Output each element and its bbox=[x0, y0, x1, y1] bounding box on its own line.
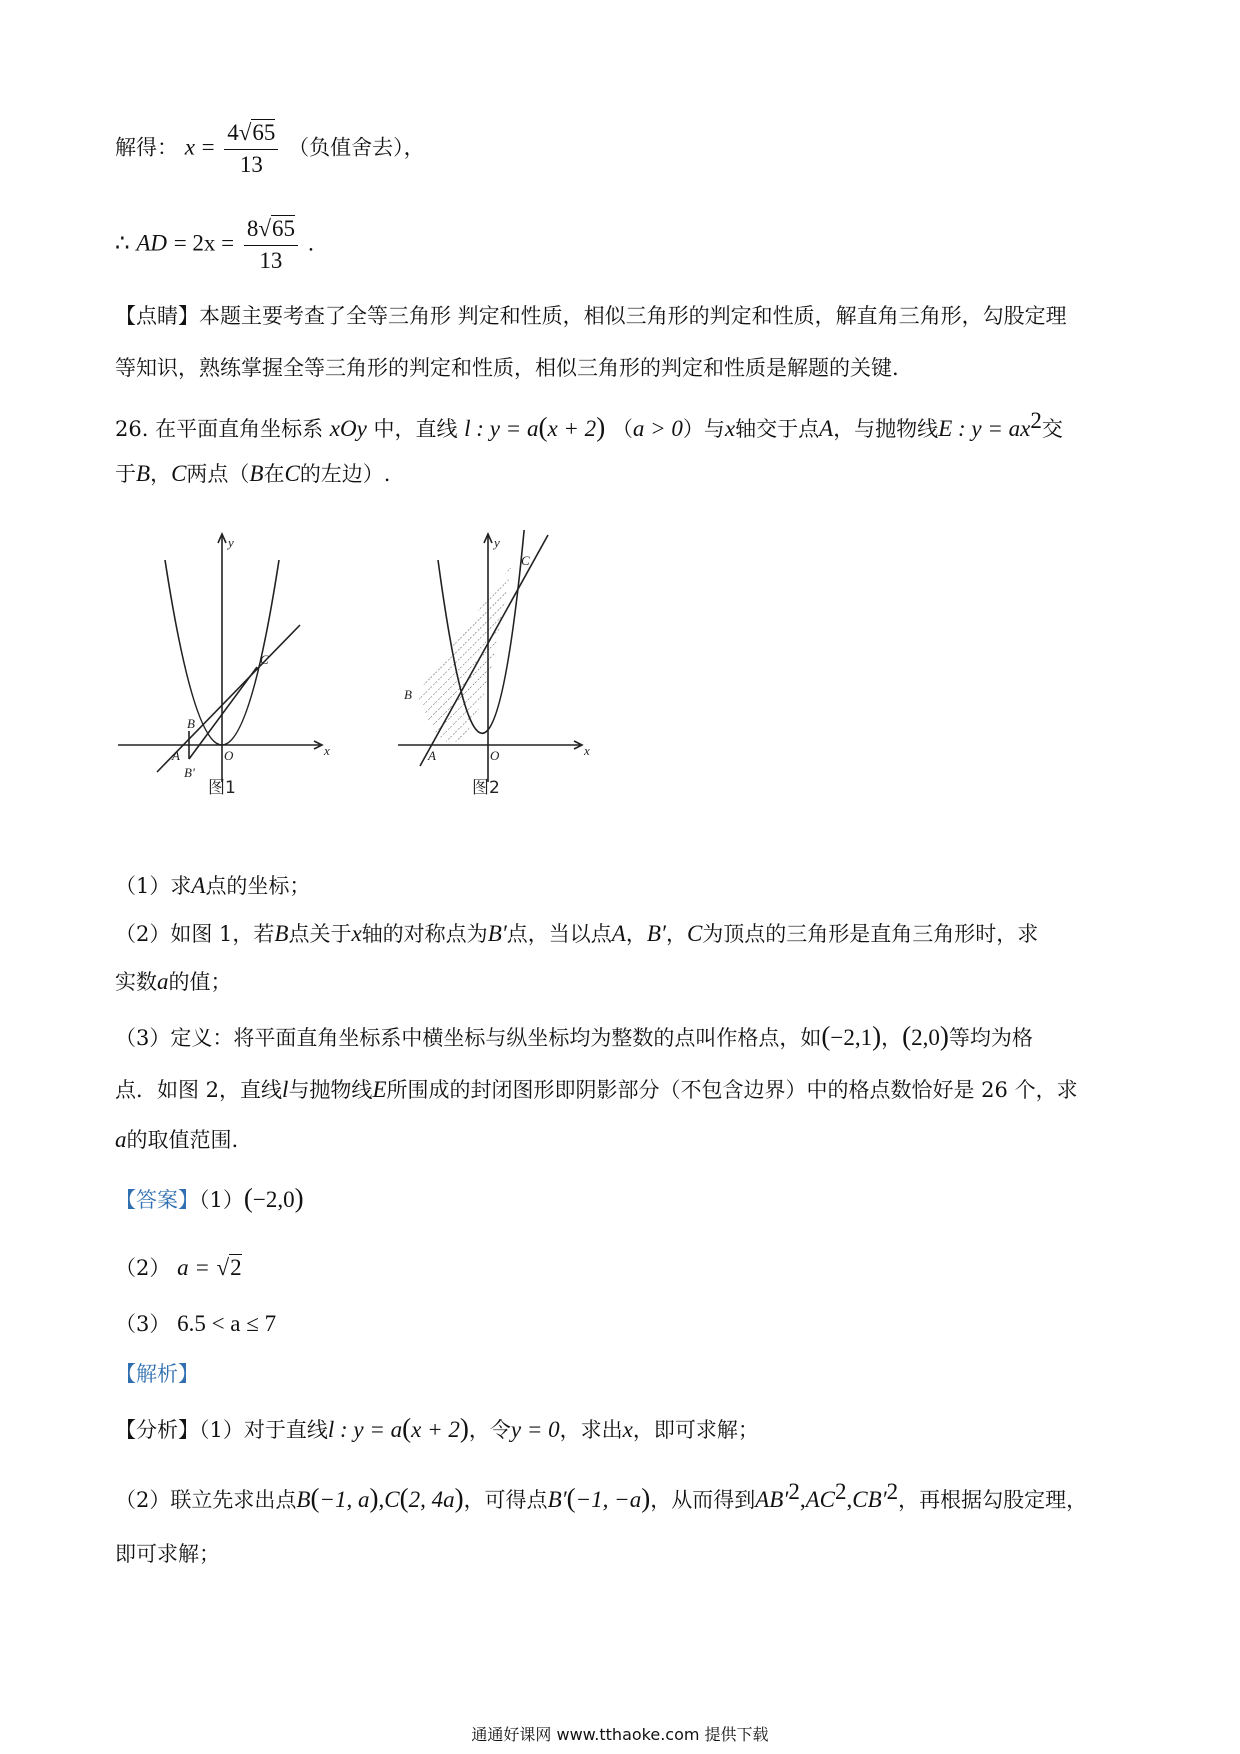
fenxi-text: （1）对于直线 bbox=[199, 1418, 328, 1442]
sub3-line-2 bbox=[115, 1076, 1078, 1104]
ad-den: 13 bbox=[259, 248, 283, 273]
q26-text: 轴交于点 bbox=[735, 417, 820, 441]
solve-radicand: 65 bbox=[252, 120, 276, 145]
paren-close: ) bbox=[872, 1021, 882, 1051]
q26-line-eq: l : y = a bbox=[464, 416, 539, 441]
q26-text: 交 bbox=[1041, 417, 1063, 441]
answer-3: 6.5 < a ≤ 7 bbox=[177, 1311, 277, 1336]
step2-b-coords: −1, a bbox=[319, 1487, 370, 1512]
solve-den: 13 bbox=[239, 152, 263, 177]
paren-open: ( bbox=[902, 1021, 912, 1051]
q26-text: 在 bbox=[263, 462, 285, 486]
q26-exponent: 2 bbox=[1030, 408, 1042, 433]
sub3-text: （3）定义：将平面直角坐标系中横坐标与纵坐标均为整数的点叫作格点，如 bbox=[115, 1026, 822, 1050]
fig2-c-label: C bbox=[521, 553, 530, 568]
step2-comma: , bbox=[378, 1487, 385, 1512]
paren-open: ( bbox=[566, 1483, 576, 1513]
dianjing-line-1 bbox=[115, 302, 1067, 330]
fig1-bprime-label: B' bbox=[184, 765, 195, 780]
sub3-text: 所围成的封闭图形即阴影部分（不包含边界）中的格点数恰好是 26 个，求 bbox=[386, 1078, 1078, 1102]
fig1-o-label: O bbox=[224, 748, 234, 763]
fig2-o-label: O bbox=[490, 748, 500, 763]
step2-point-b: B bbox=[296, 1487, 311, 1512]
fenxi-y0: y = 0 bbox=[510, 1417, 560, 1442]
sub1-line bbox=[115, 872, 310, 900]
paren-close: ) bbox=[459, 1413, 469, 1443]
fenxi-eq: l : y = a bbox=[327, 1417, 403, 1442]
sub2-text: 实数 bbox=[115, 970, 157, 994]
fenxi-text: ，求出 bbox=[559, 1418, 623, 1442]
sub2-text: 点关于 bbox=[288, 922, 352, 946]
q26-line-2 bbox=[115, 460, 391, 488]
sub3-line-l: l bbox=[282, 1077, 289, 1102]
q26-line-1 bbox=[115, 407, 1063, 443]
sub3-point-1: −2,1 bbox=[830, 1025, 873, 1050]
sub2-point-bprime: B′ bbox=[487, 921, 507, 946]
fig1-b-label: B bbox=[187, 716, 195, 731]
q26-point-c: C bbox=[171, 461, 187, 486]
fig2-shaded-region bbox=[417, 566, 511, 742]
fenxi-arg: x + 2 bbox=[411, 1417, 460, 1442]
sub2-line-2 bbox=[115, 968, 232, 996]
analysis-label: 【解析】 bbox=[115, 1362, 199, 1386]
q26-text: ， bbox=[150, 462, 172, 486]
fig1-c-label: C bbox=[260, 652, 269, 667]
page-footer: 通通好课网 www.tthaoke.com 提供下载 bbox=[471, 1725, 769, 1744]
step2-text: （2）联立先求出点 bbox=[115, 1488, 297, 1512]
sub3-a: a bbox=[115, 1127, 127, 1152]
fenxi-text: ，令 bbox=[468, 1418, 511, 1442]
sqrt-icon: √ bbox=[258, 216, 271, 241]
fig2-caption: 图2 bbox=[472, 778, 500, 798]
paren-open: ( bbox=[538, 412, 548, 442]
paren-open: ( bbox=[821, 1021, 831, 1051]
solve-num-coef: 4 bbox=[227, 120, 239, 145]
sub3-line-3 bbox=[115, 1126, 238, 1154]
step2-c-coords: 2, 4a bbox=[408, 1487, 455, 1512]
step2-exp: 2 bbox=[886, 1479, 899, 1504]
ad-line bbox=[115, 214, 314, 276]
q26-parabola-eq: E : y = ax bbox=[938, 416, 1031, 441]
sub2-text: 轴的对称点为 bbox=[361, 922, 488, 946]
sqrt-icon: √ bbox=[216, 1255, 230, 1280]
paren-open: ( bbox=[399, 1483, 409, 1513]
figure-1 bbox=[110, 530, 340, 800]
figure-2 bbox=[390, 530, 590, 800]
answer-1: −2,0 bbox=[252, 1187, 295, 1212]
ad-lhs: AD bbox=[136, 230, 167, 256]
ad-radicand: 65 bbox=[271, 216, 295, 241]
fig1-y-label: y bbox=[228, 535, 234, 550]
paren-close: ) bbox=[641, 1483, 651, 1513]
q26-point-c: C bbox=[284, 461, 300, 486]
answer-prefix: （1） bbox=[199, 1188, 244, 1212]
step2-cb-prime: CB′ bbox=[852, 1487, 887, 1512]
q26-text: 的左边）. bbox=[299, 462, 391, 486]
fenxi-text: ，即可求解； bbox=[632, 1418, 759, 1442]
step2-ab-prime: AB′ bbox=[755, 1487, 789, 1512]
step2-exp: 2 bbox=[788, 1479, 800, 1504]
sub1-point-a: A bbox=[191, 873, 206, 898]
q26-text: 于 bbox=[115, 462, 136, 486]
fig2-a-label: A bbox=[428, 748, 436, 763]
answer-line-3 bbox=[115, 1310, 276, 1338]
ad-fraction bbox=[244, 214, 298, 276]
answer-2-radicand: 2 bbox=[230, 1255, 242, 1280]
solve-var: x bbox=[184, 134, 195, 160]
sub2-text: 点，当以点 bbox=[506, 922, 612, 946]
solve-prefix: 解得： bbox=[115, 135, 178, 160]
ad-mid: = 2x = bbox=[173, 230, 235, 256]
sub3-line-1 bbox=[115, 1022, 1033, 1052]
sub2-text: （2）如图 1，若 bbox=[115, 922, 275, 946]
answer-label: 【答案】 bbox=[115, 1188, 199, 1212]
answer-line-2 bbox=[115, 1254, 242, 1282]
sub3-text: ， bbox=[881, 1026, 903, 1050]
paren-open: ( bbox=[402, 1413, 412, 1443]
step2-text: ，从而得到 bbox=[650, 1488, 756, 1512]
q26-a-positive: a > 0 bbox=[632, 416, 683, 441]
fig1-x-label: x bbox=[324, 743, 330, 758]
ad-suffix: . bbox=[307, 231, 315, 256]
q26-xoy: xOy bbox=[329, 416, 367, 441]
dianjing-text-1: 本题主要考查了全等三角形 判定和性质，相似三角形的判定和性质，解直角三角形，勾股定理 bbox=[199, 304, 1067, 328]
paren-open: ( bbox=[310, 1483, 320, 1513]
q26-point-b: B bbox=[136, 461, 151, 486]
paren-close: ) bbox=[294, 1183, 304, 1213]
dianjing-label: 【点睛】 bbox=[115, 304, 199, 328]
paren-close: ) bbox=[596, 412, 606, 442]
step2-comma: , bbox=[799, 1487, 806, 1512]
step2-line-1 bbox=[115, 1478, 1087, 1514]
step2-exp: 2 bbox=[834, 1479, 847, 1504]
step2-ac: AC bbox=[805, 1487, 835, 1512]
sub3-point-2: 2,0 bbox=[911, 1025, 940, 1050]
step2-point-bprime: B′ bbox=[547, 1487, 567, 1512]
dianjing-text-2: 等知识，熟练掌握全等三角形的判定和性质，相似三角形的判定和性质是解题的关键. bbox=[115, 356, 899, 380]
solve-eq: = bbox=[201, 134, 215, 160]
q26-line-arg: x + 2 bbox=[547, 416, 597, 441]
therefore-symbol: ∴ bbox=[115, 230, 130, 256]
q26-point-b: B bbox=[249, 461, 264, 486]
answer-prefix: （2） bbox=[115, 1256, 171, 1280]
q26-text: 中，直线 bbox=[373, 417, 458, 441]
fig2-b-label: B bbox=[404, 687, 412, 702]
q26-text: 26. 在平面直角坐标系 bbox=[115, 417, 324, 441]
answer-line-1 bbox=[115, 1184, 304, 1214]
fig1-a-label: A bbox=[172, 748, 180, 763]
sub2-a: a bbox=[157, 969, 169, 994]
step2-bprime-coords: −1, −a bbox=[575, 1487, 642, 1512]
step2-point-c: C bbox=[384, 1487, 400, 1512]
ad-num-coef: 8 bbox=[246, 216, 259, 241]
sub2-point-a: A bbox=[611, 921, 626, 946]
sub2-x: x bbox=[351, 921, 362, 946]
sub2-point-b: B bbox=[274, 921, 289, 946]
sub2-text: 的值； bbox=[168, 970, 232, 994]
sub2-text: 为顶点的三角形是直角三角形时，求 bbox=[702, 922, 1039, 946]
step2-text: 即可求解； bbox=[115, 1542, 220, 1566]
fig1-caption: 图1 bbox=[208, 778, 236, 798]
step2-comma: , bbox=[846, 1487, 853, 1512]
dianjing-line-2 bbox=[115, 354, 899, 382]
sub1-text: （1）求 bbox=[115, 874, 192, 898]
sqrt-icon: √ bbox=[238, 120, 252, 145]
paren-close: ) bbox=[939, 1021, 949, 1051]
paren-open: ( bbox=[243, 1183, 253, 1213]
sub1-text: 点的坐标； bbox=[205, 874, 311, 898]
q26-text: ）与 bbox=[682, 417, 725, 441]
sub2-line-1 bbox=[115, 920, 1038, 948]
sub3-text: 点．如图 2，直线 bbox=[115, 1078, 283, 1102]
sub2-point-bprime: B′ bbox=[646, 921, 666, 946]
sub3-text: 的取值范围. bbox=[126, 1128, 239, 1152]
answer-prefix: （3） bbox=[115, 1312, 171, 1336]
sub3-parabola-e: E bbox=[372, 1077, 387, 1102]
fig2-x-label: x bbox=[584, 743, 590, 758]
sub2-text: ， bbox=[665, 922, 687, 946]
q26-point-a: A bbox=[819, 416, 834, 441]
fig2-y-label: y bbox=[494, 535, 500, 550]
sub3-text: 与抛物线 bbox=[288, 1078, 373, 1102]
q26-text: 两点（ bbox=[186, 462, 250, 486]
fenxi-x: x bbox=[622, 1417, 633, 1442]
q26-x: x bbox=[724, 416, 736, 441]
q26-text: （ bbox=[611, 417, 633, 441]
sub2-point-c: C bbox=[686, 921, 703, 946]
step2-line-2 bbox=[115, 1540, 220, 1568]
fenxi-line bbox=[115, 1414, 759, 1444]
paren-close: ) bbox=[454, 1483, 464, 1513]
paren-close: ) bbox=[369, 1483, 379, 1513]
solve-fraction bbox=[224, 118, 278, 180]
fenxi-label: 【分析】 bbox=[115, 1418, 199, 1442]
step2-text: ，可得点 bbox=[463, 1488, 548, 1512]
solve-line bbox=[115, 118, 425, 180]
answer-2-lhs: a = bbox=[177, 1255, 210, 1280]
solve-suffix: （负值舍去）， bbox=[288, 135, 425, 160]
step2-text: ，再根据勾股定理， bbox=[898, 1488, 1088, 1512]
sub2-text: ， bbox=[625, 922, 647, 946]
q26-text: ，与抛物线 bbox=[833, 417, 939, 441]
sub3-text: 等均为格 bbox=[948, 1026, 1033, 1050]
